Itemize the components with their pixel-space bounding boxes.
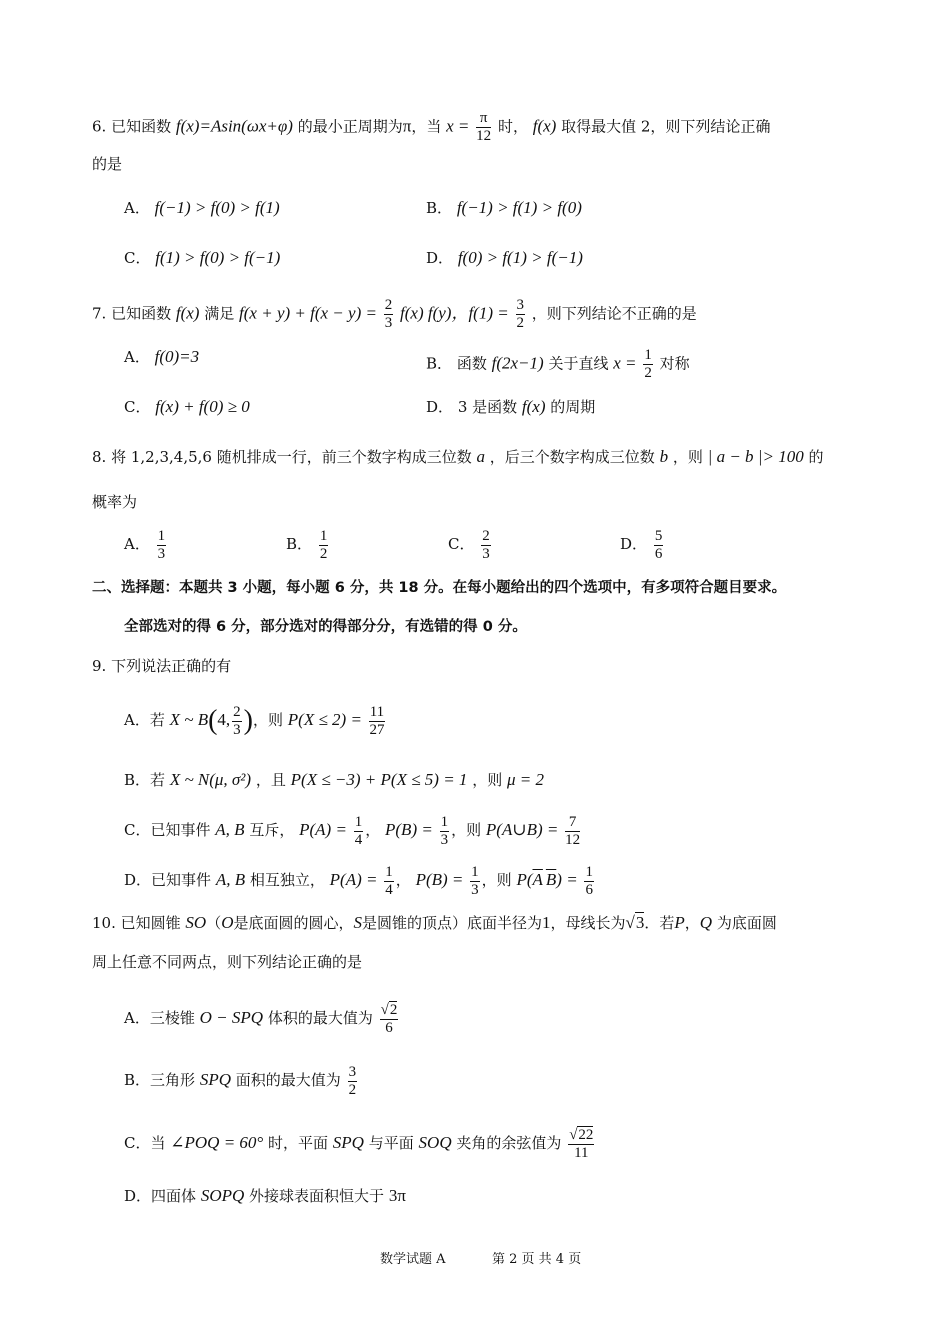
option-math: f(x) + f(0) ≥ 0 <box>155 397 250 416</box>
math-fraction <box>354 814 364 849</box>
denominator: 6 <box>585 881 593 898</box>
q10-option-a <box>124 998 400 1038</box>
math-fraction <box>384 864 394 899</box>
math-pyramid: O − SPQ <box>199 1008 264 1027</box>
left-paren: ( <box>208 705 218 736</box>
numerator: 1 <box>319 527 328 544</box>
math-value: 3π <box>388 1186 406 1205</box>
text: ，母线长为 <box>550 914 626 932</box>
denominator: 3 <box>384 315 393 331</box>
math-plane: SOQ <box>418 1133 452 1152</box>
q8-option-b <box>286 526 330 563</box>
text: ，则下列结论不正确的是 <box>531 304 697 323</box>
math-fraction <box>476 110 491 145</box>
text: ， <box>684 914 700 932</box>
math-p-close: ) = <box>556 870 578 889</box>
text: 对称 <box>659 354 690 373</box>
q6-option-d <box>426 248 583 268</box>
math-pi: π <box>402 116 412 136</box>
q10-stem <box>92 913 777 933</box>
text: 6. 已知函数 <box>92 117 172 136</box>
denominator: 3 <box>482 545 490 562</box>
denominator: 12 <box>476 128 492 144</box>
option-label: D． <box>426 398 454 416</box>
numerator: 1 <box>354 813 363 830</box>
math-sqrt3: 3 <box>635 913 645 932</box>
q9-option-c <box>124 812 582 849</box>
text: 与平面 <box>368 1134 414 1152</box>
denominator: 3 <box>233 721 241 738</box>
math-union: P(A∪B) = <box>485 820 559 839</box>
q8-stem <box>92 447 824 467</box>
denominator: 6 <box>385 1019 393 1036</box>
text: 3 是函数 <box>457 398 518 416</box>
q6-stem <box>92 110 770 145</box>
text: 的 <box>808 448 824 466</box>
numerator: 1 <box>644 347 652 363</box>
denominator: 2 <box>516 315 525 331</box>
math-pb: P(B) = <box>385 820 433 839</box>
math-fx: f(x) <box>532 116 557 136</box>
numerator: 7 <box>565 814 580 832</box>
text: ，则 <box>672 448 703 466</box>
math-a: a <box>476 447 485 466</box>
option-label: C．当 <box>124 1134 166 1152</box>
denominator: 3 <box>440 831 449 848</box>
math-tetra: SOPQ <box>200 1186 245 1205</box>
math-func: f(2x−1) <box>491 353 544 373</box>
math-fraction <box>568 1127 594 1162</box>
text: 体积的最大值为 <box>267 1009 373 1027</box>
q8-option-a <box>124 526 168 563</box>
option-label: A． <box>124 199 150 217</box>
math-pb: P(B) = <box>415 870 464 889</box>
math-abs: | a − b |> 100 <box>707 447 804 466</box>
option-math: f(−1) > f(0) > f(1) <box>154 198 280 217</box>
denominator: 2 <box>644 365 652 381</box>
math-pa: P(A) = <box>329 870 378 889</box>
math-fraction <box>481 528 491 563</box>
text: 7. 已知函数 <box>92 304 172 323</box>
math-angle: ∠POQ = 60° <box>170 1133 264 1152</box>
text: 时， <box>497 117 528 136</box>
math-fraction <box>384 297 394 332</box>
sqrt-sign: √ <box>569 1126 578 1143</box>
text: 为底面圆 <box>716 914 777 932</box>
q8-option-c <box>448 526 493 563</box>
math-b: b <box>659 447 669 466</box>
option-math: f(−1) > f(1) > f(0) <box>456 198 582 217</box>
math-fraction <box>380 1002 399 1037</box>
q10-option-b <box>124 1060 359 1100</box>
option-label: D．已知事件 <box>124 871 212 889</box>
text: ，且 <box>255 771 286 789</box>
option-label: C． <box>124 249 151 267</box>
q10-option-d <box>124 1186 406 1206</box>
math-dist: X ~ N(μ, σ²) <box>169 770 252 789</box>
math-fraction <box>440 814 450 849</box>
option-label: B． <box>426 354 453 373</box>
math-bbar: $\overline{B}$ <box>545 870 557 889</box>
footer-page-number: 第 2 页 共 4 页 <box>492 1252 582 1267</box>
option-math: f(0)=3 <box>154 347 200 366</box>
q6-option-a <box>124 198 280 218</box>
sqrt-sign: √ <box>380 1001 389 1018</box>
text: ，则 <box>481 871 512 889</box>
numerator: 11 <box>369 703 385 720</box>
denominator: 2 <box>348 1081 357 1098</box>
text: ，当 <box>411 117 442 136</box>
text: 满足 <box>204 304 235 323</box>
q9-option-a <box>124 700 387 741</box>
option-label: A．三棱锥 <box>124 1009 195 1027</box>
denominator: 3 <box>157 545 166 562</box>
right-paren: ) <box>243 705 253 736</box>
q8-stem-cont: 概率为 <box>92 493 138 511</box>
option-label: B．三角形 <box>124 1071 196 1089</box>
text: ，则 <box>451 821 482 839</box>
math-dist: X ~ B <box>169 710 209 729</box>
q10-option-c <box>124 1123 596 1163</box>
option-label: C． <box>124 398 151 416</box>
numerator: 3 <box>348 1063 357 1080</box>
option-label: D． <box>620 535 648 553</box>
option-label: D．四面体 <box>124 1187 197 1205</box>
text: 外接球表面积恒大于 <box>249 1187 385 1205</box>
q8-option-d <box>620 526 665 563</box>
numerator: 2 <box>482 527 490 544</box>
math-fraction <box>516 297 526 332</box>
math-prob: P(X ≤ 2) = <box>287 710 362 729</box>
numerator: 5 <box>654 527 663 544</box>
numerator <box>380 1002 399 1020</box>
math-events: A, B <box>215 820 245 839</box>
numerator: π <box>476 110 491 128</box>
math-prob: P(X ≤ −3) + P(X ≤ 5) = 1 <box>290 770 468 789</box>
math-q: Q <box>699 913 713 932</box>
text: 关于直线 <box>548 354 609 373</box>
q9-option-b <box>124 770 544 790</box>
q7-option-a <box>124 347 199 367</box>
math-fraction <box>565 814 580 849</box>
numerator: 2 <box>233 703 241 720</box>
math-o: O <box>221 913 234 932</box>
radicand: 22 <box>578 1126 594 1143</box>
text: 10. 已知圆锥 <box>92 914 181 932</box>
denominator: 4 <box>385 881 393 898</box>
text: 相互独立， <box>249 871 325 889</box>
text: 是圆锥的顶点）底面半径为 <box>362 914 543 932</box>
text: ， <box>395 871 411 889</box>
text: 夹角的余弦值为 <box>456 1134 562 1152</box>
math-pa: P(A) = <box>299 820 347 839</box>
denominator: 27 <box>369 721 385 738</box>
math-p: P <box>674 913 685 932</box>
option-label: C． <box>448 535 475 553</box>
math-func: f(x) <box>521 397 546 416</box>
denominator: 12 <box>565 831 581 848</box>
q7-option-d <box>426 397 595 417</box>
q10-stem-cont: 周上任意不同两点，则下列结论正确的是 <box>92 953 363 971</box>
text: ， <box>365 821 381 839</box>
section-heading-cont: 全部选对的得 6 分，部分选对的得部分分，有选错的得 0 分。 <box>124 619 527 635</box>
numerator: 2 <box>384 297 393 313</box>
math-fraction <box>470 864 480 899</box>
option-label: A． <box>124 535 150 553</box>
text: ．若 <box>644 914 675 932</box>
math-fraction <box>319 528 329 563</box>
math-mu: μ = 2 <box>507 770 545 789</box>
math-events: A, B <box>215 870 246 889</box>
text: （ <box>206 914 222 932</box>
text: ，则 <box>472 771 503 789</box>
math-fraction <box>654 528 664 563</box>
text: ，则 <box>253 711 284 729</box>
text: 的周期 <box>550 398 596 416</box>
math-so: SO <box>185 913 207 932</box>
math-fraction <box>157 528 167 563</box>
q9-option-d <box>124 862 596 899</box>
math-fx: f(x) <box>175 303 200 323</box>
math-triangle: SPQ <box>199 1070 231 1089</box>
q6-option-b <box>426 198 582 218</box>
option-label: D． <box>426 249 454 267</box>
numerator: 1 <box>157 527 166 544</box>
q6-option-c <box>124 248 280 268</box>
math-plane: SPQ <box>332 1133 364 1152</box>
option-label: B． <box>286 535 313 553</box>
text: 面积的最大值为 <box>235 1071 341 1089</box>
math-p: P( <box>516 870 533 889</box>
math-eq: f(x) f(y)，f(1) = <box>400 303 509 323</box>
denominator: 11 <box>574 1144 589 1161</box>
option-math: f(1) > f(0) > f(−1) <box>155 248 281 267</box>
numerator: 1 <box>585 863 593 880</box>
math-fraction <box>369 704 385 739</box>
math-func: f(x)=Asin(ωx+φ) <box>175 116 293 136</box>
text: 的最小正周期为 <box>297 117 403 136</box>
math-x: x = <box>613 353 637 373</box>
option-label: A． <box>124 348 150 366</box>
option-label: C．已知事件 <box>124 821 211 839</box>
denominator: 4 <box>354 831 363 848</box>
math-fraction <box>584 864 594 899</box>
radicand: 2 <box>389 1001 398 1018</box>
numerator <box>568 1127 594 1145</box>
math-fraction <box>232 704 242 739</box>
option-label: B． <box>426 199 453 217</box>
option-math: f(0) > f(1) > f(−1) <box>457 248 583 267</box>
math-fraction <box>348 1064 358 1099</box>
math-abar: $\overline{A}$ <box>532 870 543 889</box>
section-heading: 二、选择题：本题共 3 小题，每小题 6 分，共 18 分。在每小题给出的四个选项中，有多项符合题目要求。 <box>92 580 787 596</box>
numerator: 3 <box>516 297 525 313</box>
text: 是底面圆的圆心， <box>233 914 354 932</box>
q7-option-c <box>124 397 250 417</box>
q7-option-b <box>426 347 690 382</box>
text: 时，平面 <box>268 1134 329 1152</box>
math-fraction <box>643 347 653 382</box>
denominator: 3 <box>471 881 479 898</box>
numerator: 1 <box>385 863 393 880</box>
text: 取得最大值 2，则下列结论正确 <box>561 117 771 136</box>
option-label: A．若 <box>124 711 165 729</box>
text: 8. 将 1,2,3,4,5,6 随机排成一行，前三个数字构成三位数 <box>92 448 472 466</box>
q9-stem: 9. 下列说法正确的有 <box>92 657 232 675</box>
text: 函数 <box>456 354 487 373</box>
math-x: x = <box>446 116 470 136</box>
sqrt-sign: √ <box>625 913 635 932</box>
q7-stem <box>92 297 697 332</box>
math-eq: f(x + y) + f(x − y) = <box>239 303 377 323</box>
footer-subject: 数学试题 A <box>380 1252 446 1267</box>
q6-stem-cont: 的是 <box>92 155 123 173</box>
math-one: 1 <box>542 913 551 932</box>
math-n: 4, <box>217 710 231 729</box>
text: ，后三个数字构成三位数 <box>489 448 655 466</box>
text: 互斥， <box>249 821 295 839</box>
numerator: 1 <box>440 813 449 830</box>
denominator: 2 <box>319 545 328 562</box>
math-s: S <box>353 913 362 932</box>
numerator: 1 <box>471 863 479 880</box>
denominator: 6 <box>654 545 663 562</box>
option-label: B．若 <box>124 771 166 789</box>
